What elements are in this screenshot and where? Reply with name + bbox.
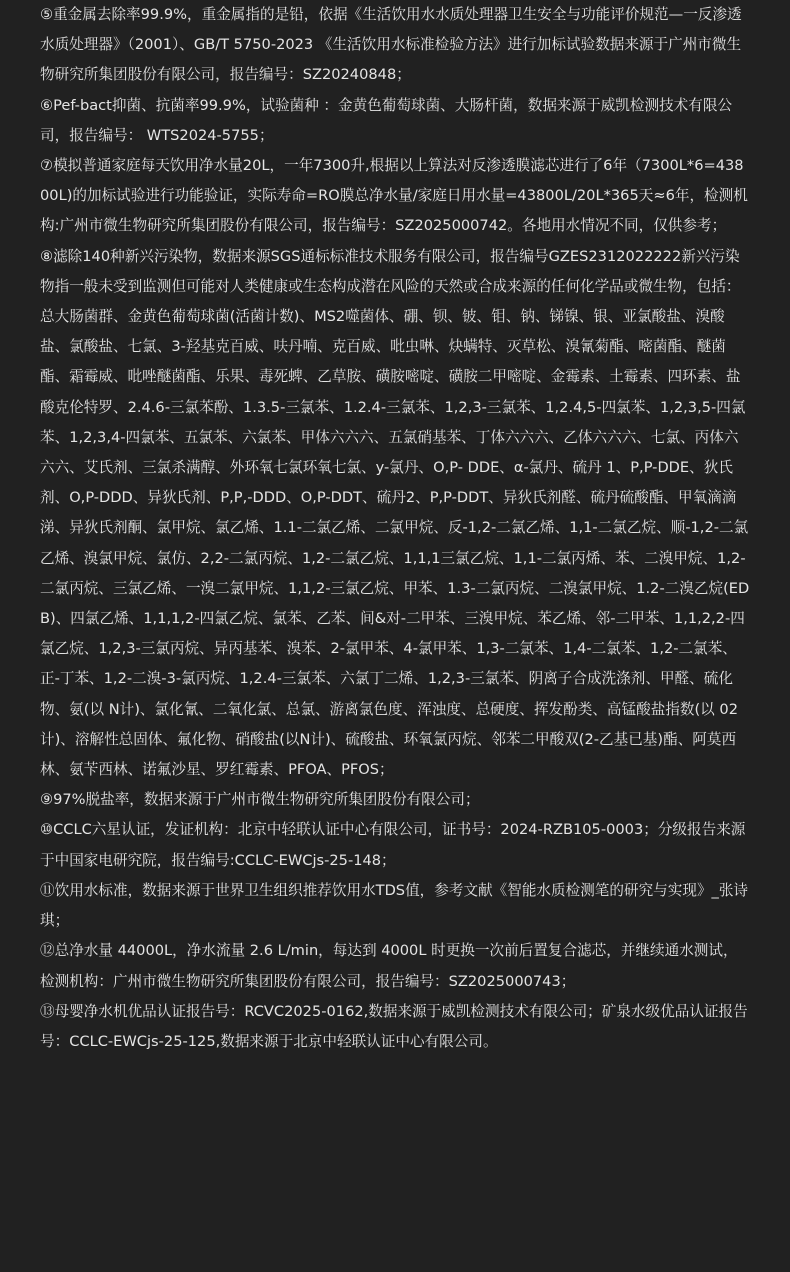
note-total-water-output: ⑫总净水量 44000L，净水流量 2.6 L/min，每达到 4000L 时更换一次前后置复合滤芯，并继续通水测试，检测机构：广州市微生物研究所集团股份有限公司，报告编号：SZ2025000743； xyxy=(40,942,738,990)
disclaimer-notes xyxy=(40,0,752,1057)
note-heavy-metal-removal: ⑤重金属去除率99.9%，重金属指的是铅，依据《生活饮用水水质处理器卫生安全与功能评价规范—一反渗透水质处理器》（2001）、GB/T 5750-2023 《生活饮用水标准检验方法》进行加标试验数据来源于广州市微生物研究所集团股份有限公司，报告编号：SZ20240848； xyxy=(40,6,742,84)
note-cclc-certification: ⑩CCLC六星认证，发证机构：北京中轻联认证中心有限公司，证书号：2024-RZB105-0003；分级报告来源于中国家电研究院，报告编号:CCLC-EWCjs-25-148； xyxy=(40,821,746,869)
note-maternal-infant-certification: ⑬母婴净水机优品认证报告号：RCVC2025-0162,数据来源于威凯检测技术有限公司；矿泉水级优品认证报告号：CCLC-EWCjs-25-125,数据来源于北京中轻联认证中心有限公司。 xyxy=(40,1002,748,1050)
note-antibacterial: ⑥Pef-bact抑菌、抗菌率99.9%，试验菌种 ：金黄色葡萄球菌、大肠杆菌，数据来源于威凯检测技术有限公司，报告编号： WTS2024-5755； xyxy=(40,96,733,144)
note-drinking-water-standard: ⑪饮用水标准，数据来源于世界卫生组织推荐饮用水TDS值，参考文献《智能水质检测笔的研究与实现》_张诗琪； xyxy=(40,881,749,930)
note-filter-lifespan: ⑦模拟普通家庭每天饮用净水量20L，一年7300升,根据以上算法对反渗透膜滤芯进行了6年（7300L*6=43800L)的加标试验进行功能验证，实际寿命=RO膜总净水量/家庭日用水量=43800L/20L*365天≈6年，检测机构:广州市微生物研究所集团股份有限公司，报告编号：SZ2025000742。各地用水情况不同，仅供参考； xyxy=(40,157,748,235)
note-emerging-contaminants: ⑧滤除140种新兴污染物，数据来源SGS通标标准技术服务有限公司，报告编号GZES2312022222新兴污染物指一般未受到监测但可能对人类健康或生态构成潜在风险的天然或合成来源的任何化学品或微生物，包括：总大肠菌群、金黄色葡萄球菌(活菌计数)、MS2噬菌体、硼、钡、铍、钼、钠、锑镍、银、亚氯酸盐、溴酸盐、氯酸盐、七氯、3-羟基克百威、呋丹喃、克百威、吡虫啉、炔螨特、灭草松、溴氰菊酯、嘧菌酯、醚菌酯、霜霉威、吡唑醚菌酯、乐果、毒死蜱、乙草胺、磺胺嘧啶、磺胺二甲嘧啶、金霉素、土霉素、四环素、盐酸克伦特罗、2.4.6-三氯苯酚、1.3.5-三氯苯、1.2.4-三氯苯、1,2,3-三氯苯、1,2.4,5-四氯苯、1,2,3,5-四氯苯、1,2,3,4-四氯苯、五氯苯、六氯苯、甲体六六六、五氯硝基苯、丁体六六六、乙体六六六、七氯、丙体六六六、艾氏剂、三氯杀满醇、外环氧七氯环氧七氯、y-氯丹、O,P- DDE、α-氯丹、硫丹 1、P,P-DDE、狄氏剂、O,P-DDD、异狄氏剂、P,P,-DDD、O,P-DDT、硫丹2、P,P-DDT、异狄氏剂醛、硫丹硫酸酯、甲氧滴滴涕、异狄氏剂酮、氯甲烷、氯乙烯、1.1-二氯乙烯、二氯甲烷、反-1,2-二氯乙烯、1,1-二氯乙烷、顺-1,2-二氯乙烯、溴氯甲烷、氯仿、2,2-二氯丙烷、1,2-二氯乙烷、1,1,1三氯乙烷、1,1-二氯丙烯、苯、二溴甲烷、1,2-二氯丙烷、三氯乙烯、一溴二氯甲烷、1,1,2-三氯乙烷、甲苯、1.3-二氯丙烷、二溴氯甲烷、1.2-二溴乙烷(EDB)、四氯乙烯、1,1,1,2-四氯乙烷、氯苯、乙苯、间&对-二甲苯、三溴甲烷、苯乙烯、邻-二甲苯、1,1,2,2-四氯乙烷、1,2,3-三氯丙烷、异丙基苯、溴苯、2-氯甲苯、4-氯甲苯、1,3-二氯苯、1,4-二氯苯、1,2-二氯苯、正-丁苯、1,2-二溴-3-氯丙烷、1,2.4-三氯苯、六氯丁二烯、1,2,3-三氯苯、阴离子合成洗涤剂、甲醛、硫化物、氨(以 N计)、氯化氰、二氧化氯、总氯、游离氯色度、浑浊度、总硬度、挥发酚类、高锰酸盐指数(以 02 计)、溶解性总固体、氟化物、硝酸盐(以N计)、硫酸盐、环氧氯丙烷、邻苯二甲酸双(2-乙基已基)酯、阿莫西林、氨苄西林、诺氟沙星、罗红霉素、PFOA、PFOS； xyxy=(40,247,750,779)
note-desalination-rate: ⑨97%脱盐率，数据来源于广州市微生物研究所集团股份有限公司； xyxy=(40,791,480,809)
